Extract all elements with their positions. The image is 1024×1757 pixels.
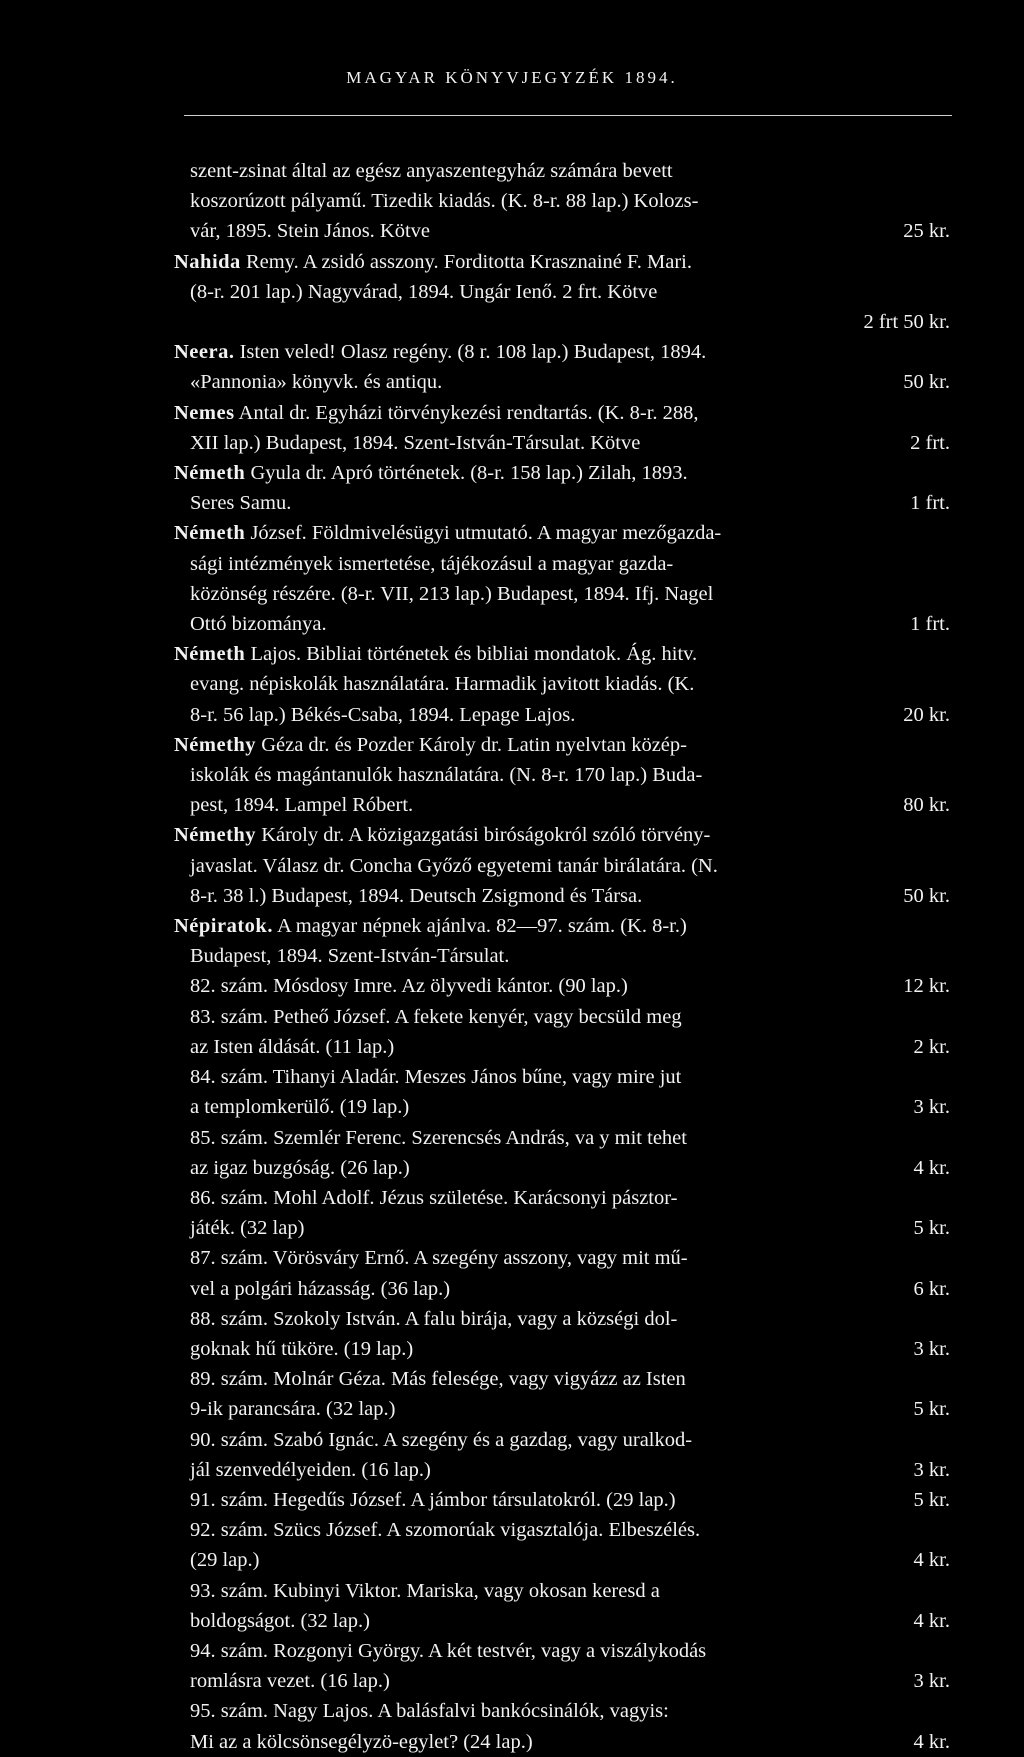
catalog-line xyxy=(190,1576,950,1606)
price: 80 kr. xyxy=(903,794,950,817)
price: 50 kr. xyxy=(903,884,950,907)
catalog-line xyxy=(174,398,950,428)
line-text: 95. szám. Nagy Lajos. A balásfalvi bankócsinálók, vagyis: xyxy=(190,1700,669,1723)
catalog-line xyxy=(190,1183,950,1213)
catalog-line xyxy=(174,247,950,277)
price: 2 frt. xyxy=(910,431,950,454)
catalog-line xyxy=(190,156,950,186)
line-text: jál szenvedélyeiden. (16 lap.) xyxy=(190,1458,431,1481)
price: 20 kr. xyxy=(903,703,950,726)
line-text: 90. szám. Szabó Ignác. A szegény és a gazdag, vagy uralkod- xyxy=(190,1428,693,1451)
line-text: pest, 1894. Lampel Róbert. xyxy=(190,794,414,817)
catalog-line xyxy=(190,367,950,397)
catalog-text xyxy=(174,156,950,1757)
line-text: játék. (32 lap) xyxy=(190,1217,305,1240)
price: 2 frt 50 kr. xyxy=(863,311,950,334)
header-rule xyxy=(184,115,952,116)
line-text: Isten veled! Olasz regény. (8 r. 108 lap.) Budapest, 1894. xyxy=(234,341,707,364)
catalog-line xyxy=(190,1123,950,1153)
author-name: Neera. xyxy=(174,341,235,364)
running-header: MAGYAR KÖNYVJEGYZÉK 1894. xyxy=(346,68,678,87)
catalog-line xyxy=(190,1243,950,1273)
price: 4 kr. xyxy=(913,1549,950,1572)
line-text: 85. szám. Szemlér Ferenc. Szerencsés András, va y mit tehet xyxy=(190,1126,687,1149)
line-text: iskolák és magántanulók használatára. (N. 8-r. 170 lap.) Buda- xyxy=(190,764,703,787)
catalog-line xyxy=(190,1727,950,1757)
line-text: 82. szám. Mósdosy Imre. Az ölyvedi kántor. (90 lap.) xyxy=(190,975,628,998)
catalog-line xyxy=(190,941,950,971)
catalog-line xyxy=(190,760,950,790)
price: 25 kr. xyxy=(903,220,950,243)
line-text: javaslat. Válasz dr. Concha Győző egyetemi tanár birálatára. (N. xyxy=(190,854,718,877)
price: 5 kr. xyxy=(913,1398,950,1421)
catalog-line xyxy=(190,1666,950,1696)
price: 5 kr. xyxy=(913,1217,950,1240)
line-text: Gyula dr. Apró történetek. (8-r. 158 lap.) Zilah, 1893. xyxy=(245,462,688,485)
price: 6 kr. xyxy=(913,1277,950,1300)
line-text: 89. szám. Molnár Géza. Más felesége, vagy vigyázz az Isten xyxy=(190,1368,686,1391)
price: 1 frt. xyxy=(910,492,950,515)
catalog-line xyxy=(190,186,950,216)
catalog-line xyxy=(190,579,950,609)
price: 4 kr. xyxy=(913,1609,950,1632)
line-text: 88. szám. Szokoly István. A falu birája, vagy a községi dol- xyxy=(190,1307,678,1330)
line-text: az Isten áldását. (11 lap.) xyxy=(190,1035,395,1058)
line-text: koszorúzott pályamű. Tizedik kiadás. (K. 8-r. 88 lap.) Kolozs- xyxy=(190,190,699,213)
catalog-line xyxy=(190,1092,950,1122)
catalog-line xyxy=(190,1425,950,1455)
catalog-line xyxy=(190,1334,950,1364)
author-name: Németh xyxy=(174,462,246,485)
line-text: Géza dr. és Pozder Károly dr. Latin nyelvtan közép- xyxy=(256,733,687,756)
author-name: Nemes xyxy=(174,401,235,424)
line-text: romlásra vezet. (16 lap.) xyxy=(190,1670,390,1693)
line-text: XII lap.) Budapest, 1894. Szent-István-Társulat. Kötve xyxy=(190,431,641,454)
catalog-line xyxy=(190,1455,950,1485)
catalog-line xyxy=(190,790,950,820)
catalog-line xyxy=(190,549,950,579)
line-text: Lajos. Bibliai történetek és bibliai mondatok. Ág. hitv. xyxy=(245,643,698,666)
catalog-line xyxy=(190,1696,950,1726)
catalog-line xyxy=(190,1304,950,1334)
line-text: (8-r. 201 lap.) Nagyvárad, 1894. Ungár Ienő. 2 frt. Kötve xyxy=(190,280,658,303)
catalog-line xyxy=(190,1636,950,1666)
line-text: sági intézmények ismertetése, tájékozásul a magyar gazda- xyxy=(190,552,674,575)
line-text: 8-r. 56 lap.) Békés-Csaba, 1894. Lepage Lajos. xyxy=(190,703,576,726)
catalog-line xyxy=(190,851,950,881)
line-text: József. Földmivelésügyi utmutató. A magyar mezőgazda- xyxy=(245,522,722,545)
catalog-line xyxy=(190,609,950,639)
catalog-line xyxy=(190,277,950,307)
line-text: 94. szám. Rozgonyi György. A két testvér, vagy a viszálykodás xyxy=(190,1639,707,1662)
author-name: Nahida xyxy=(174,250,241,273)
line-text: 84. szám. Tihanyi Aladár. Meszes János bűne, vagy mire jut xyxy=(190,1066,682,1089)
catalog-line xyxy=(190,488,950,518)
catalog-line xyxy=(174,337,950,367)
price: 12 kr. xyxy=(903,975,950,998)
author-name: Népiratok. xyxy=(174,915,273,938)
catalog-line xyxy=(190,1515,950,1545)
line-text: 92. szám. Szücs József. A szomorúak vigasztalója. Elbeszélés. xyxy=(190,1519,701,1542)
line-text: szent-zsinat által az egész anyaszentegyház számára bevett xyxy=(190,160,673,182)
line-text: 8-r. 38 l.) Budapest, 1894. Deutsch Zsigmond és Társa. xyxy=(190,884,643,907)
price: 1 frt. xyxy=(910,613,950,636)
catalog-line xyxy=(190,669,950,699)
catalog-line xyxy=(190,1606,950,1636)
author-name: Némethy xyxy=(174,733,257,756)
line-text: Seres Samu. xyxy=(190,492,292,515)
author-name: Némethy xyxy=(174,824,257,847)
line-text: közönség részére. (8-r. VII, 213 lap.) Budapest, 1894. Ifj. Nagel xyxy=(190,582,714,605)
line-text: Remy. A zsidó asszony. Forditotta Krasznainé F. Mari. xyxy=(240,250,693,273)
line-text: «Pannonia» könyvk. és antiqu. xyxy=(190,371,443,394)
line-text: evang. népiskolák használatára. Harmadik javitott kiadás. (K. xyxy=(190,673,695,696)
price: 50 kr. xyxy=(903,371,950,394)
catalog-line xyxy=(174,911,950,941)
catalog-line xyxy=(174,730,950,760)
catalog-line xyxy=(190,1394,950,1424)
catalog-line xyxy=(190,1274,950,1304)
price: 3 kr. xyxy=(913,1670,950,1693)
catalog-line xyxy=(190,216,950,246)
line-text: boldogságot. (32 lap.) xyxy=(190,1609,370,1632)
catalog-line xyxy=(174,820,950,850)
catalog-line xyxy=(190,1032,950,1062)
catalog-line xyxy=(190,1153,950,1183)
price: 3 kr. xyxy=(913,1337,950,1360)
line-text: goknak hű tüköre. (19 lap.) xyxy=(190,1337,414,1360)
catalog-line xyxy=(190,1364,950,1394)
line-text: vel a polgári házasság. (36 lap.) xyxy=(190,1277,451,1300)
catalog-line xyxy=(190,1062,950,1092)
catalog-line xyxy=(174,518,950,548)
price: 4 kr. xyxy=(913,1156,950,1179)
catalog-line xyxy=(190,428,950,458)
line-text: a templomkerülő. (19 lap.) xyxy=(190,1096,410,1119)
price: 3 kr. xyxy=(913,1096,950,1119)
line-text: Károly dr. A közigazgatási biróságokról szóló törvény- xyxy=(256,824,711,847)
author-name: Németh xyxy=(174,522,246,545)
line-text: Ottó bizománya. xyxy=(190,613,327,636)
catalog-line xyxy=(190,1545,950,1575)
line-text: vár, 1895. Stein János. Kötve xyxy=(190,220,431,243)
catalog-line xyxy=(190,1485,950,1515)
line-text: az igaz buzgóság. (26 lap.) xyxy=(190,1156,410,1179)
catalog-line xyxy=(174,458,950,488)
line-text: Mi az a kölcsönsegélyzö-egylet? (24 lap.) xyxy=(190,1730,533,1753)
catalog-line xyxy=(190,1213,950,1243)
catalog-line xyxy=(190,881,950,911)
catalog-line xyxy=(190,307,950,337)
line-text: A magyar népnek ajánlva. 82—97. szám. (K. 8-r.) xyxy=(272,915,687,938)
price: 3 kr. xyxy=(913,1458,950,1481)
catalog-line xyxy=(190,971,950,1001)
catalog-line xyxy=(174,639,950,669)
line-text: (29 lap.) xyxy=(190,1549,260,1572)
catalog-line xyxy=(190,700,950,730)
price: 2 kr. xyxy=(913,1035,950,1058)
catalog-line xyxy=(190,1002,950,1032)
line-text: 87. szám. Vörösváry Ernő. A szegény asszony, vagy mit mű- xyxy=(190,1247,688,1270)
line-text: 83. szám. Petheő József. A fekete kenyér, vagy becsüld meg xyxy=(190,1005,682,1028)
line-text: 91. szám. Hegedűs József. A jámbor társulatokról. (29 lap.) xyxy=(190,1488,676,1511)
line-text: 93. szám. Kubinyi Viktor. Mariska, vagy okosan keresd a xyxy=(190,1579,660,1602)
price: 4 kr. xyxy=(913,1730,950,1753)
line-text: Antal dr. Egyházi törvénykezési rendtartás. (K. 8-r. 288, xyxy=(234,401,699,424)
author-name: Németh xyxy=(174,643,246,666)
line-text: Budapest, 1894. Szent-István-Társulat. xyxy=(190,945,510,968)
price: 5 kr. xyxy=(913,1488,950,1511)
line-text: 86. szám. Mohl Adolf. Jézus születése. Karácsonyi pásztor- xyxy=(190,1186,678,1209)
line-text: 9-ik parancsára. (32 lap.) xyxy=(190,1398,396,1421)
